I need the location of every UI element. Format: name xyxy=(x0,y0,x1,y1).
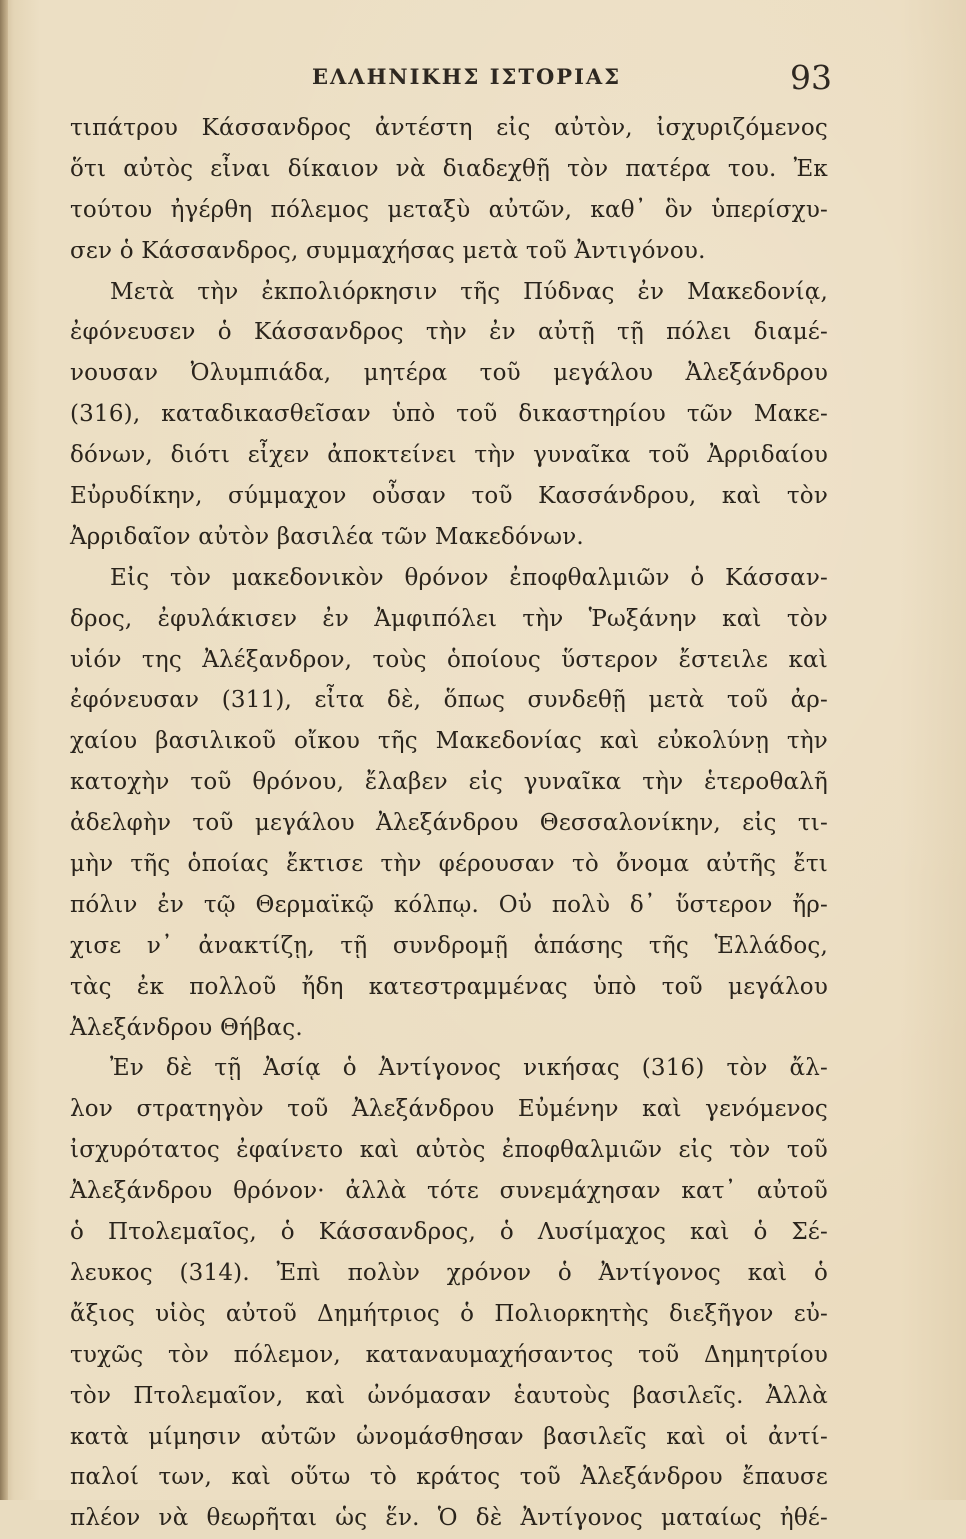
text-line: ἰσχυρότατος ἐφαίνετο καὶ αὐτὸς ἐποφθαλμιῶν εἰς τὸν τοῦ xyxy=(70,1137,828,1164)
text-line: ὅτι αὐτὸς εἶναι δίκαιον νὰ διαδεχθῇ τὸν πατέρα του. Ἐκ xyxy=(70,155,828,182)
text-line: υἱόν της Ἀλέξανδρον, τοὺς ὁποίους ὕστερον ἔστειλε καὶ xyxy=(70,646,828,673)
paragraph-last-line: Ἀρριδαῖον αὐτὸν βασιλέα τῶν Μακεδόνων. xyxy=(70,523,584,550)
page-number: 93 xyxy=(790,58,832,97)
text-line: χισε ν᾽ ἀνακτίζῃ, τῇ συνδρομῇ ἁπάσης τῆς Ἑλλάδος, xyxy=(70,932,828,959)
text-line: ἐφόνευσεν ὁ Κάσσανδρος τὴν ἐν αὐτῇ τῇ πόλει διαμέ- xyxy=(70,319,828,346)
text-line: τούτου ἠγέρθη πόλεμος μεταξὺ αὐτῶν, καθ᾽ ὃν ὑπερίσχυ- xyxy=(70,196,828,223)
text-line: ἀδελφὴν τοῦ μεγάλου Ἀλεξάνδρου Θεσσαλονίκην, εἰς τι- xyxy=(70,810,828,837)
running-title: ΕΛΛΗΝΙΚΗΣ ΙΣΤΟΡΙΑΣ xyxy=(312,64,622,89)
text-line: τὰς ἐκ πολλοῦ ἤδη κατεστραμμένας ὑπὸ τοῦ μεγάλου xyxy=(70,973,828,1000)
text-line: δόνων, διότι εἶχεν ἀποκτείνει τὴν γυναῖκα τοῦ Ἀρριδαίου xyxy=(70,442,828,469)
running-header xyxy=(0,58,966,98)
text-line: Ἀλεξάνδρου θρόνον· ἀλλὰ τότε συνεμάχησαν κατ᾽ αὐτοῦ xyxy=(70,1178,828,1205)
paragraph-first-line: Εἰς τὸν μακεδονικὸν θρόνον ἐποφθαλμιῶν ὁ Κάσσαν- xyxy=(110,564,828,591)
text-line: τὸν Πτολεμαῖον, καὶ ὠνόμασαν ἑαυτοὺς βασιλεῖς. Ἀλλὰ xyxy=(70,1382,828,1409)
text-line: λευκος (314). Ἐπὶ πολὺν χρόνον ὁ Ἀντίγονος καὶ ὁ xyxy=(70,1259,828,1286)
text-line: (316), καταδικασθεῖσαν ὑπὸ τοῦ δικαστηρίου τῶν Μακε- xyxy=(70,401,828,428)
text-line: κατοχὴν τοῦ θρόνου, ἔλαβεν εἰς γυναῖκα τὴν ἑτεροθαλῆ xyxy=(70,769,828,796)
text-line: Εὐρυδίκην, σύμμαχον οὖσαν τοῦ Κασσάνδρου, καὶ τὸν xyxy=(70,483,828,510)
text-line: τιπάτρου Κάσσανδρος ἀντέστη εἰς αὐτὸν, ἰσχυριζόμενος xyxy=(70,115,828,141)
paragraph-last-line: σεν ὁ Κάσσανδρος, συμμαχήσας μετὰ τοῦ Ἀντιγόνου. xyxy=(70,237,706,264)
page-gutter-shadow xyxy=(0,0,8,1500)
text-line: παλοί των, καὶ οὕτω τὸ κράτος τοῦ Ἀλεξάνδρου ἔπαυσε xyxy=(70,1464,828,1491)
text-line: μὴν τῆς ὁποίας ἔκτισε τὴν φέρουσαν τὸ ὄνομα αὐτῆς ἔτι xyxy=(70,851,828,878)
text-line: νουσαν Ὀλυμπιάδα, μητέρα τοῦ μεγάλου Ἀλεξάνδρου xyxy=(70,360,828,387)
paragraph-first-line: Μετὰ τὴν ἐκπολιόρκησιν τῆς Πύδνας ἐν Μακεδονίᾳ, xyxy=(110,278,828,305)
text-line: πόλιν ἐν τῷ Θερμαϊκῷ κόλπῳ. Οὐ πολὺ δ᾽ ὕστερον ἤρ- xyxy=(70,891,828,918)
text-line: ἐφόνευσαν (311), εἶτα δὲ, ὅπως συνδεθῇ μετὰ τοῦ ἀρ- xyxy=(70,687,828,714)
text-line: λον στρατηγὸν τοῦ Ἀλεξάνδρου Εὐμένην καὶ γενόμενος xyxy=(70,1096,828,1123)
paragraph-first-line: Ἐν δὲ τῇ Ἀσίᾳ ὁ Ἀντίγονος νικήσας (316) τὸν ἄλ- xyxy=(110,1055,828,1082)
text-line: ὁ Πτολεμαῖος, ὁ Κάσσανδρος, ὁ Λυσίμαχος καὶ ὁ Σέ- xyxy=(70,1219,828,1246)
body-text xyxy=(70,108,828,1539)
text-line: ἄξιος υἱὸς αὐτοῦ Δημήτριος ὁ Πολιορκητὴς διεξῆγον εὐ- xyxy=(70,1300,828,1327)
paragraph-last-line: Ἀλεξάνδρου Θήβας. xyxy=(70,1014,303,1041)
text-line: δρος, ἐφυλάκισεν ἐν Ἀμφιπόλει τὴν Ῥωξάνην καὶ τὸν xyxy=(70,605,828,632)
text-line: πλέον νὰ θεωρῆται ὡς ἕν. Ὁ δὲ Ἀντίγονος ματαίως ἠθέ- xyxy=(70,1505,828,1532)
text-line: κατὰ μίμησιν αὐτῶν ὠνομάσθησαν βασιλεῖς καὶ οἱ ἀντί- xyxy=(70,1423,828,1450)
text-line: τυχῶς τὸν πόλεμον, καταναυμαχήσαντος τοῦ Δημητρίου xyxy=(70,1341,828,1368)
text-line: χαίου βασιλικοῦ οἴκου τῆς Μακεδονίας καὶ εὐκολύνῃ τὴν xyxy=(70,728,828,755)
